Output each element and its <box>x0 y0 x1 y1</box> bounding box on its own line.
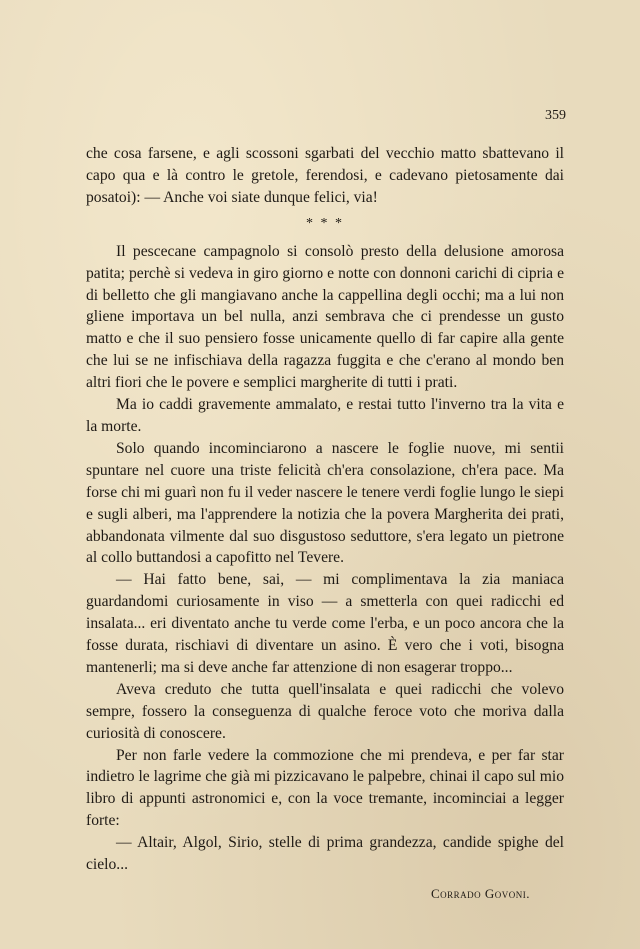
paragraph: Il pescecane campagnolo si consolò presto della delusione amorosa patita; perchè si vedeva in giro giorno e notte con donnoni carichi di cipria e di belletto che gli mangiavano anche la cappellina degli occhi; ma a lui non gliene importava un bel nulla, anzi sembrava che ci prendesse un gusto matto e che il suo pensiero fosse unicamente quello di far capire alla gente che lui se ne infischiava della ragazza fuggita e che c'erano al mondo ben altri fiori che le povere e semplici margherite di tutti i prati. <box>86 242 564 392</box>
page-number: 359 <box>545 108 566 123</box>
paragraph: Solo quando incominciarono a nascere le foglie nuove, mi sentii spuntare nel cuore una triste felicità ch'era consolazione, ch'era pace. Ma forse chi mi guarì non fu il veder nascere le tenere verdi foglie lungo le siepi e sugli alberi, ma l'apprendere la notizia che la povera Margherita dei prati, abbandonata vilmente dal suo disgustoso seduttore, s'era legato un pietrone al collo buttandosi a capofitto nel Tevere. <box>86 439 564 567</box>
author-signature: Corrado Govoni. <box>430 886 530 901</box>
opening-paragraph: che cosa farsene, e agli scossoni sgarbati del vecchio matto sbattevano il capo qua e là contro le gretole, ferendosi, e cadevano pietosamente dai posatoi): — Anche voi siate dunque felici, via! <box>86 145 564 206</box>
section-separator <box>86 215 564 231</box>
paragraph: Ma io caddi gravemente ammalato, e restai tutto l'inverno tra la vita e la morte. <box>86 396 564 435</box>
body-text <box>86 143 564 876</box>
paragraph: — Hai fatto bene, sai, — mi complimentava la zia maniaca guardandomi curiosamente in viso — a smetterla con quei radicchi ed insalata... eri diventato anche tu verde come l'erba, e un poco ancora che la fosse durata, rischiavi di diventare un asino. È vero che i voti, bisogna mantenerli; ma si deve anche far attenzione di non esagerar troppo... <box>86 571 564 676</box>
paragraph: Per non farle vedere la commozione che mi prendeva, e per far star indietro le lagrime che già mi pizzicavano le palpebre, chinai il capo sul mio libro di appunti astronomici e, con la voce tremante, incominciai a legger forte: <box>86 746 564 830</box>
paragraph: — Altair, Algol, Sirio, stelle di prima grandezza, candide spighe del cielo... <box>86 834 564 874</box>
paragraph: Aveva creduto che tutta quell'insalata e quei radicchi che volevo sempre, fossero la conseguenza di qualche feroce voto che moriva dalla curiosità di conoscere. <box>86 680 564 742</box>
asterism: * * * <box>306 215 344 231</box>
